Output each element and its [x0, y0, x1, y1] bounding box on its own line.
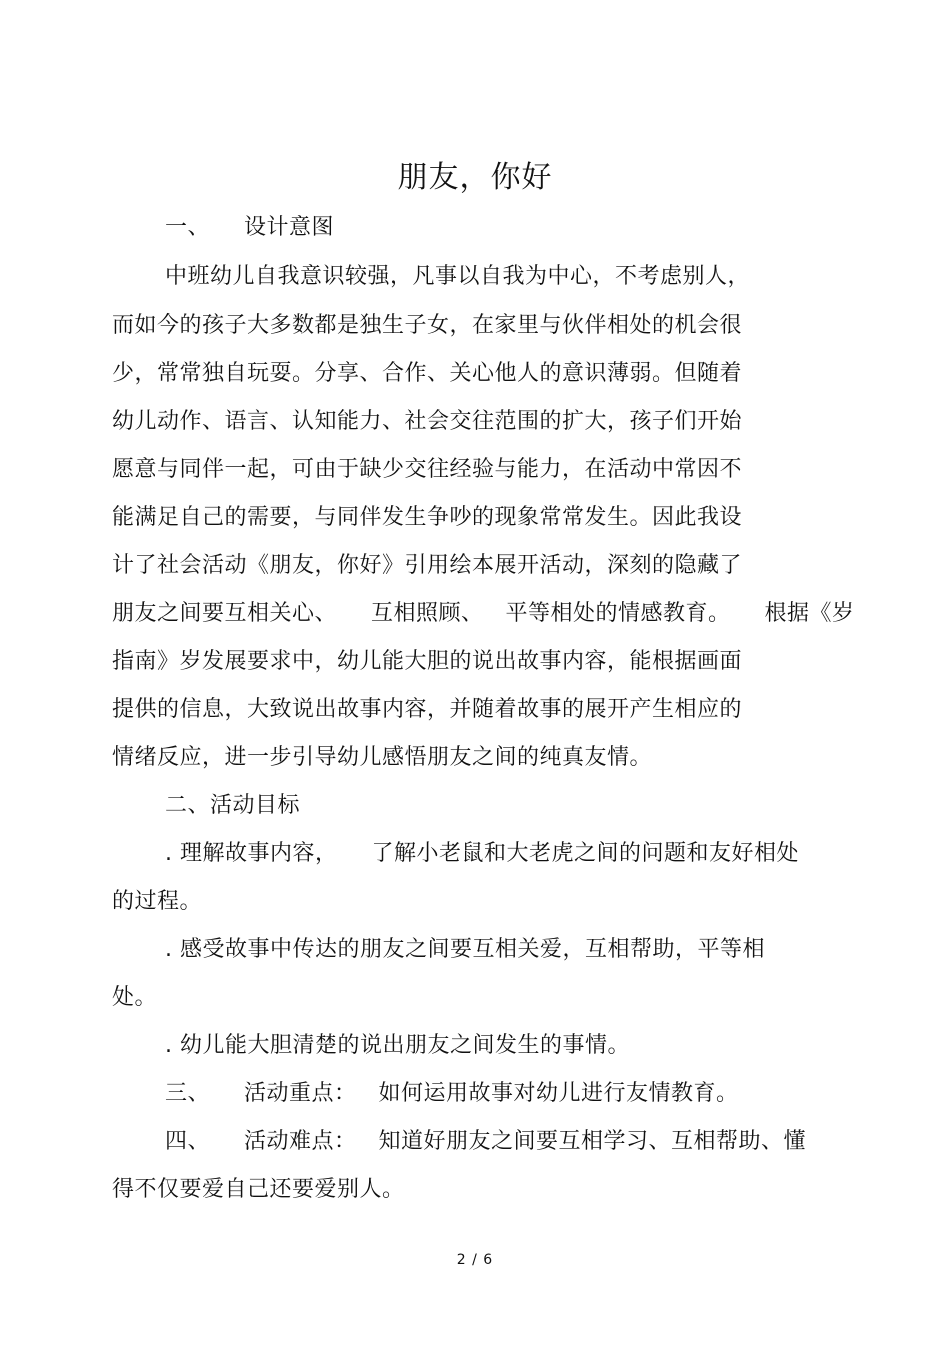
- section-heading-key-point: [165, 1079, 739, 1109]
- section-heading-design-intent: [165, 213, 334, 243]
- goal-item-continuation: 的过程。: [112, 889, 203, 914]
- goal-item-continuation: 处。: [112, 985, 158, 1010]
- section-heading-activity-goals: 二、活动目标: [165, 793, 301, 818]
- paragraph-line: 愿意与同伴一起，可由于缺少交往经验与能力，在活动中常因不: [112, 457, 743, 482]
- section-heading-difficulty: [165, 1127, 806, 1157]
- goal-item: . 感受故事中传达的朋友之间要互相关爱，互相帮助，平等相: [165, 937, 765, 962]
- paragraph-line: 而如今的孩子大多数都是独生子女，在家里与伙伴相处的机会很: [112, 313, 743, 338]
- document-title: 朋友，你好: [397, 160, 553, 195]
- goal-item: . 幼儿能大胆清楚的说出朋友之间发生的事情。: [165, 1033, 630, 1058]
- paragraph-line: 中班幼儿自我意识较强，凡事以自我为中心，不考虑别人，: [165, 264, 751, 289]
- text-segment: 平等相处的情感教育。: [505, 601, 731, 626]
- page-number: 2 / 6: [456, 1252, 494, 1268]
- text-segment: . 理解故事内容，: [165, 841, 338, 866]
- paragraph-line: 能满足自己的需要，与同伴发生争吵的现象常常发生。因此我设: [112, 505, 743, 530]
- section-text: 知道好朋友之间要互相学习、互相帮助、懂: [378, 1129, 807, 1154]
- text-segment: 互相照顾、: [371, 601, 484, 626]
- goal-item: [165, 839, 799, 869]
- paragraph-line: 幼儿动作、语言、认知能力、社会交往范围的扩大，孩子们开始: [112, 409, 743, 434]
- section-number: 三、: [165, 1081, 211, 1106]
- paragraph-line: 少，常常独自玩耍。分享、合作、关心他人的意识薄弱。但随着: [112, 361, 743, 386]
- paragraph-line: 计了社会活动《朋友，你好》引用绘本展开活动，深刻的隐藏了: [112, 553, 743, 578]
- section-title: 设计意图: [244, 215, 335, 240]
- section-number: 一、: [165, 215, 211, 240]
- section-text: 如何运用故事对幼儿进行友情教育。: [378, 1081, 739, 1106]
- paragraph-line: 指南》岁发展要求中，幼儿能大胆的说出故事内容，能根据画面: [112, 649, 743, 674]
- text-segment: 朋友之间要互相关心、: [112, 601, 338, 626]
- paragraph-line: 提供的信息，大致说出故事内容，并随着故事的展开产生相应的: [112, 697, 743, 722]
- section-number: 四、: [165, 1129, 211, 1154]
- paragraph-line: [112, 599, 855, 629]
- paragraph-line: 情绪反应，进一步引导幼儿感悟朋友之间的纯真友情。: [112, 745, 653, 770]
- section-title: 活动重点：: [244, 1081, 357, 1106]
- section-title: 活动难点：: [244, 1129, 357, 1154]
- section-text-continuation: 得不仅要爱自己还要爱别人。: [112, 1177, 405, 1202]
- text-segment: 根据《岁: [764, 601, 855, 626]
- text-segment: 了解小老鼠和大老虎之间的问题和友好相处: [371, 841, 800, 866]
